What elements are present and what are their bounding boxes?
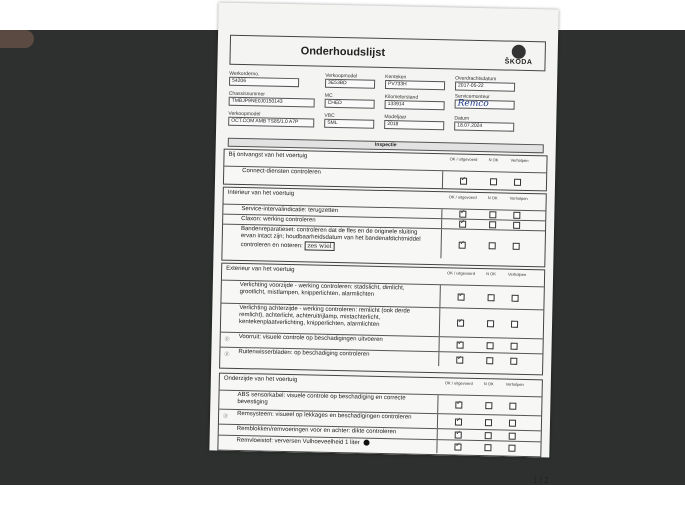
ok-checkbox[interactable] [457, 342, 464, 349]
field-vbc: VBC SML [324, 113, 374, 129]
not-ok-checkbox[interactable] [484, 444, 491, 451]
fixed-checkbox[interactable] [508, 445, 515, 452]
list-item: ABS sensorkabel: visuele controle op beschadiging en correcte bevestiging ✓ [219, 390, 541, 416]
not-ok-checkbox[interactable] [489, 242, 496, 249]
field-verkoopmodel: Verkoopmodel 3E53BD [325, 73, 375, 89]
not-ok-checkbox[interactable] [490, 178, 497, 185]
field-datum: Datum 18.07.2024 [454, 115, 514, 131]
inspectie-bar: Inspectie [228, 138, 544, 154]
sheet-header [229, 35, 546, 72]
fixed-checkbox[interactable] [513, 243, 520, 250]
p-mark-icon: ⓟ [222, 413, 229, 420]
list-item: Verlichting achterzijde - werking controleren: remlicht (ook derde remlicht), achterlicht, achteruitrijlamp, mistachterlicht, kentekenplaatverlichting, knipperlichten, alarmlichten ✓ [221, 303, 544, 339]
section-onderzijde: Onderzijde van het voertuig OK / uitgevoerd N OK Verholpen ABS sensorkabel: visuele controle op beschadiging en correcte bevestiging ✓ ⓟ Remsysteem: visueel op lekkages en beschadigingen controleren ✓ Remblokken/remvoeringen voor en achter: dikte controleren ✓ Remvloeistof: verversen Vulhoeveelheid 1 liter ✓ [217, 373, 543, 458]
fixed-checkbox[interactable] [509, 403, 516, 410]
fixed-checkbox[interactable] [513, 212, 520, 219]
fixed-checkbox[interactable] [511, 343, 518, 350]
brand-name: ŠKODA [504, 58, 533, 67]
section-title: Bij ontvangst van het voertuig OK / uitgevoerd N OK Verholpen [228, 151, 529, 164]
fixed-checkbox[interactable] [509, 433, 516, 440]
fixed-checkbox[interactable] [513, 222, 520, 229]
list-item: Service-intervalindicatie: terugzetten ✓ [223, 204, 545, 221]
p-mark-icon: ⓟ [224, 351, 230, 358]
list-item: Remvloeistof: verversen Vulhoeveelheid 1 liter ✓ [218, 435, 540, 456]
not-ok-checkbox[interactable] [488, 294, 495, 301]
section-interieur: Interieur van het voertuig OK / uitgevoerd N OK Verholpen Service-intervalindicatie: terugzetten ✓ Claxon: werking controleren ✓ Bandenreparatieset: controleren dat de fles en de originele sluiting ervan intact zijn; houdbaarheidsdatum van het bandenafdichtmiddel controleren en noteren: zes wiel ✓ [221, 187, 546, 268]
handwritten-note: zes wiel [304, 241, 334, 251]
field-kenteken: Kenteken PV733H [385, 74, 445, 90]
field-overdrachtsdatum: Overdrachtsdatum 2017-05-22 [455, 75, 515, 91]
ok-checkbox[interactable] [458, 294, 465, 301]
list-item: ⓟ Ruitenwisserbladen: op beschadiging controleren ✓ [220, 347, 542, 369]
list-item: Claxon: werking controleren ✓ [223, 214, 545, 231]
fixed-checkbox[interactable] [509, 420, 516, 427]
skoda-logo-icon [512, 45, 526, 59]
field-mc: MC CHED [325, 93, 375, 109]
list-item: Connect-diensten controleren ✓ [224, 166, 546, 192]
ok-checkbox[interactable] [455, 432, 462, 439]
section-title: Onderzijde van het voertuig [223, 375, 298, 384]
not-ok-checkbox[interactable] [485, 432, 492, 439]
maintenance-sheet [209, 2, 558, 457]
ok-checkbox[interactable] [460, 178, 467, 185]
not-ok-checkbox[interactable] [487, 320, 494, 327]
ok-checkbox[interactable] [459, 221, 466, 228]
not-ok-checkbox[interactable] [485, 402, 492, 409]
section-title: Exterieur van het voertuig [226, 265, 295, 274]
list-item: ⓟ Voorruit: visuele controle op beschadigingen uitvoeren ✓ [221, 332, 543, 354]
ink-dot-icon [364, 440, 370, 446]
not-ok-checkbox[interactable] [485, 419, 492, 426]
ok-checkbox[interactable] [455, 419, 462, 426]
not-ok-checkbox[interactable] [487, 342, 494, 349]
list-item: Bandenreparatieset: controleren dat de fles en de originele sluiting ervan intact zijn; houdbaarheidsdatum van het bandenafdichtmiddel controleren en noteren: zes wiel ✓ [222, 224, 545, 261]
ok-checkbox[interactable] [457, 320, 464, 327]
list-item: Remblokken/remvoeringen voor en achter: dikte controleren ✓ [219, 424, 541, 442]
field-werkorder: Werkorderno. 54206 [229, 71, 299, 87]
section-title: Interieur van het voertuig [227, 189, 295, 198]
sheet-title: Onderhoudslijst [300, 45, 386, 59]
fixed-checkbox[interactable] [510, 358, 517, 365]
not-ok-checkbox[interactable] [489, 211, 496, 218]
section-exterieur: Exterieur van het voertuig OK / uitgevoerd N OK Verholpen Verlichting voorzijde - werking controleren: stadslicht, dimlicht, grootlicht, mistlampen, knipperlichten, alarmlichten ✓ Verlichting achterzijde - werking controleren: remlicht (ook derde remlicht), achterlicht, achteruitrijlamp, mistachterlicht, kentekenplaatverlichting, knipperlichten, alarmlichten ✓ ⓟ Voorruit: visuele controle op beschadigingen uitvoeren ✓ ⓟ Ruitenwisserbladen: op beschadiging controleren ✓ [219, 263, 545, 376]
handwritten-signature: Remco [455, 99, 515, 109]
fixed-checkbox[interactable] [512, 295, 519, 302]
ok-checkbox[interactable] [459, 242, 466, 249]
field-chassisnummer: Chassisnummer TMBJP9NE0J0150143 [229, 91, 315, 108]
skoda-logo [500, 44, 536, 66]
field-modeljaar: Modeljaar 2018 [384, 114, 444, 130]
not-ok-checkbox[interactable] [486, 357, 493, 364]
ok-checkbox[interactable] [455, 402, 462, 409]
field-servicemonteur: Servicemonteur Remco [455, 93, 515, 109]
fixed-checkbox[interactable] [514, 179, 521, 186]
vehicle-info [228, 70, 543, 130]
list-item: Verlichting voorzijde - werking controleren: stadslicht, dimlicht, grootlicht, mistlampen, knipperlichten, alarmlichten ✓ [221, 280, 543, 310]
field-verkoopmodel-2: Verkoopmodel OCT.COM AMB TS85/1.0 A7P [228, 111, 314, 128]
list-item: ⓟ Remsysteem: visueel op lekkages en beschadigingen controleren ✓ [219, 409, 541, 431]
section-ontvangst [223, 149, 548, 192]
hand-corner [0, 30, 34, 48]
not-ok-checkbox[interactable] [489, 221, 496, 228]
fixed-checkbox[interactable] [511, 321, 518, 328]
ok-checkbox[interactable] [454, 444, 461, 451]
ok-checkbox[interactable] [456, 357, 463, 364]
field-kilometerstand: Kilometerstand 133914 [385, 94, 445, 110]
p-mark-icon: ⓟ [224, 336, 230, 343]
ok-checkbox[interactable] [459, 211, 466, 218]
page-number: 1 / 2 [533, 476, 549, 485]
